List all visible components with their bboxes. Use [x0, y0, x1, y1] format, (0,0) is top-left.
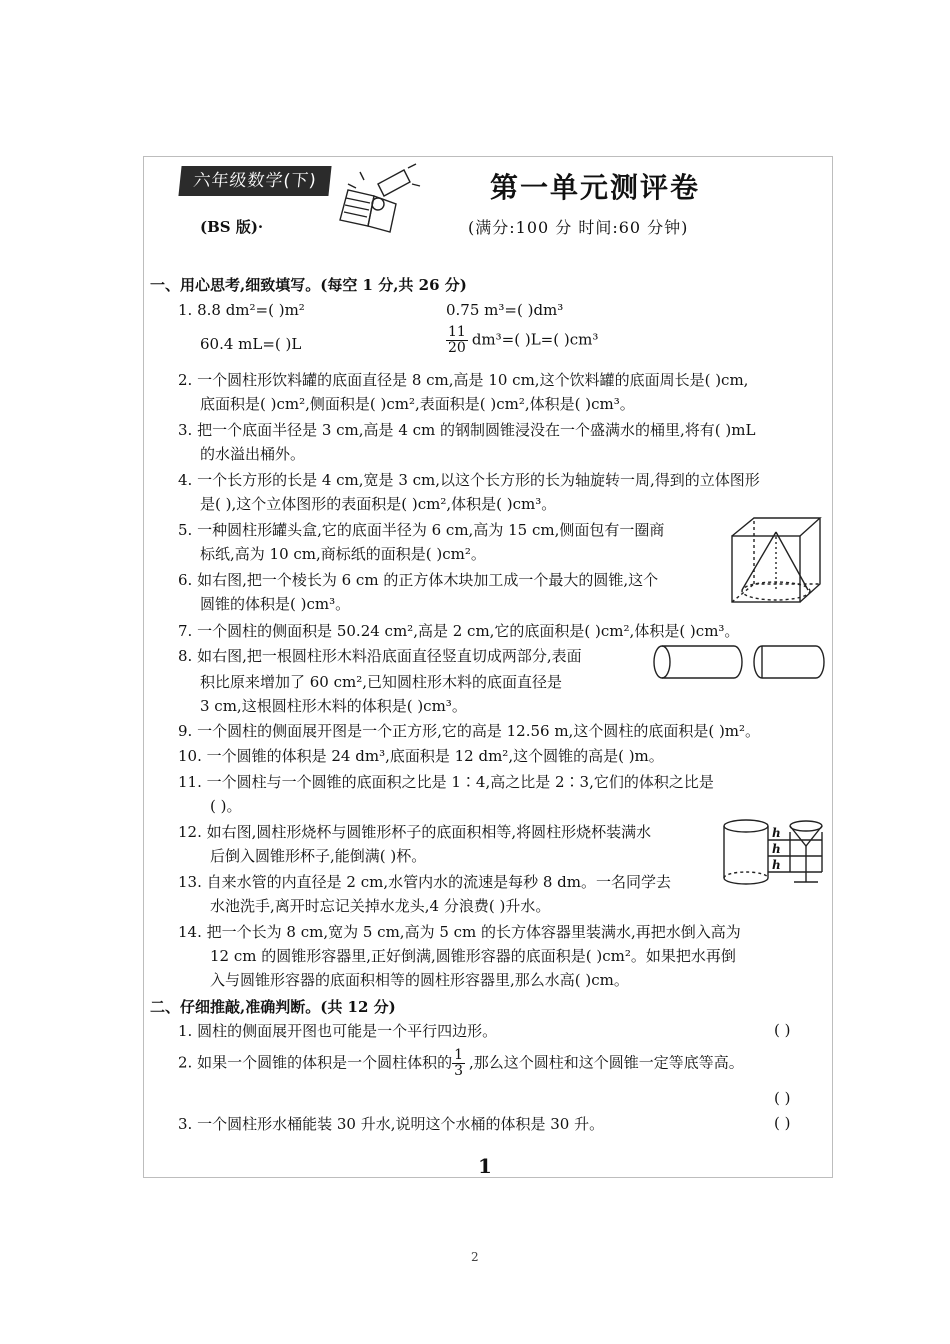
q5-line-2: 标纸,高为 10 cm,商标纸的面积是( )cm²。: [200, 545, 486, 563]
height-label-1: h: [772, 826, 781, 840]
q6-line-2: 圆锥的体积是( )cm³。: [200, 595, 351, 613]
q1-part-c: 60.4 mL=( )L: [200, 335, 302, 353]
score-time-info: (满分:100 分 时间:60 分钟): [468, 218, 689, 237]
judge-q2-answer-blank[interactable]: ( ): [774, 1089, 791, 1107]
q8-line-1: 8. 如右图,把一根圆柱形木料沿底面直径竖直切成两部分,表面: [178, 647, 582, 665]
grade-badge: 六年级数学(下): [178, 166, 331, 196]
height-label-3: h: [772, 858, 781, 872]
q7-line: 7. 一个圆柱的侧面积是 50.24 cm²,高是 2 cm,它的底面积是( )cm²,体积是( )cm³。: [178, 622, 740, 640]
q12-line-2: 后倒入圆锥形杯子,能倒满( )杯。: [210, 847, 427, 865]
q6-line-1: 6. 如右图,把一个棱长为 6 cm 的正方体木块加工成一个最大的圆锥,这个: [178, 571, 659, 589]
height-label-2: h: [772, 842, 781, 856]
q8-line-2: 积比原来增加了 60 cm²,已知圆柱形木料的底面直径是: [200, 673, 563, 691]
q1-fraction: $\frac{11}{20}$: [448, 324, 466, 356]
q11-line-1: 11. 一个圆柱与一个圆锥的底面积之比是 1∶4,高之比是 2∶3,它们的体积之比是: [178, 773, 714, 791]
footer-page-number: 2: [471, 1250, 479, 1264]
q3-line-2: 的水溢出桶外。: [200, 445, 306, 463]
half-cylinders-figure: [650, 640, 826, 690]
judge-q1-answer-blank[interactable]: ( ): [774, 1021, 791, 1039]
book-telescope-illustration: [334, 160, 424, 236]
judge-q2-fraction: $\frac{1}{3}$: [454, 1047, 464, 1079]
section-2-heading: 二、仔细推敲,准确判断。(共 12 分): [150, 998, 396, 1016]
q12-line-1: 12. 如右图,圆柱形烧杯与圆锥形杯子的底面积相等,将圆柱形烧杯装满水: [178, 823, 652, 841]
q1-part-a: 1. 8.8 dm²=( )m²: [178, 301, 305, 319]
cube-cone-figure: [728, 514, 824, 606]
edition-label: (BS 版)·: [200, 218, 264, 236]
page-number: 1: [478, 1154, 492, 1178]
q11-line-2: ( )。: [210, 797, 242, 815]
judge-q2: 2. 如果一个圆锥的体积是一个圆柱体积的 $\frac{1}{3}$ ,那么这个圆柱和这个圆锥一定等底等高。: [178, 1047, 744, 1079]
judge-q3-answer-blank[interactable]: ( ): [774, 1114, 791, 1132]
q3-line-1: 3. 把一个底面半径是 3 cm,高是 4 cm 的钢制圆锥浸没在一个盛满水的桶里,将有( )mL: [178, 421, 756, 439]
q1-part-b: 0.75 m³=( )dm³: [446, 301, 564, 319]
judge-q3: 3. 一个圆柱形水桶能装 30 升水,说明这个水桶的体积是 30 升。: [178, 1115, 605, 1133]
q4-line-2: 是( ),这个立体图形的表面积是( )cm²,体积是( )cm³。: [200, 495, 557, 513]
q4-line-1: 4. 一个长方形的长是 4 cm,宽是 3 cm,以这个长方形的长为轴旋转一周,得到的立体图形: [178, 471, 760, 489]
q2-line-1: 2. 一个圆柱形饮料罐的底面直径是 8 cm,高是 10 cm,这个饮料罐的底面周长是( )cm,: [178, 371, 749, 389]
judge-q1: 1. 圆柱的侧面展开图也可能是一个平行四边形。: [178, 1022, 498, 1040]
q14-line-2: 12 cm 的圆锥形容器里,正好倒满,圆锥形容器的底面积是( )cm²。如果把水再倒: [210, 947, 736, 965]
section-1-heading: 一、用心思考,细致填写。(每空 1 分,共 26 分): [150, 276, 467, 294]
page-title: 第一单元测评卷: [490, 171, 701, 204]
q8-line-3: 3 cm,这根圆柱形木料的体积是( )cm³。: [200, 697, 467, 715]
q14-line-1: 14. 把一个长为 8 cm,宽为 5 cm,高为 5 cm 的长方体容器里装满水,再把水倒入高为: [178, 923, 741, 941]
q10-line: 10. 一个圆锥的体积是 24 dm³,底面积是 12 dm²,这个圆锥的高是( )m。: [178, 747, 664, 765]
q13-line-1: 13. 自来水管的内直径是 2 cm,水管内水的流速是每秒 8 dm。一名同学去: [178, 873, 672, 891]
q9-line: 9. 一个圆柱的侧面展开图是一个正方形,它的高是 12.56 m,这个圆柱的底面积是( )m²。: [178, 722, 761, 740]
q2-line-2: 底面积是( )cm²,侧面积是( )cm²,表面积是( )cm²,体积是( )cm³。: [200, 395, 635, 413]
q5-line-1: 5. 一种圆柱形罐头盒,它的底面半径为 6 cm,高为 15 cm,侧面包有一圈商: [178, 521, 665, 539]
q1-part-d: $\frac{11}{20}$ dm³=( )L=( )cm³: [448, 324, 599, 356]
q14-line-3: 入与圆锥形容器的底面积相等的圆柱形容器里,那么水高( )cm。: [210, 971, 629, 989]
q13-line-2: 水池洗手,离开时忘记关掉水龙头,4 分浪费( )升水。: [210, 897, 551, 915]
beaker-cone-figure: [722, 816, 826, 888]
